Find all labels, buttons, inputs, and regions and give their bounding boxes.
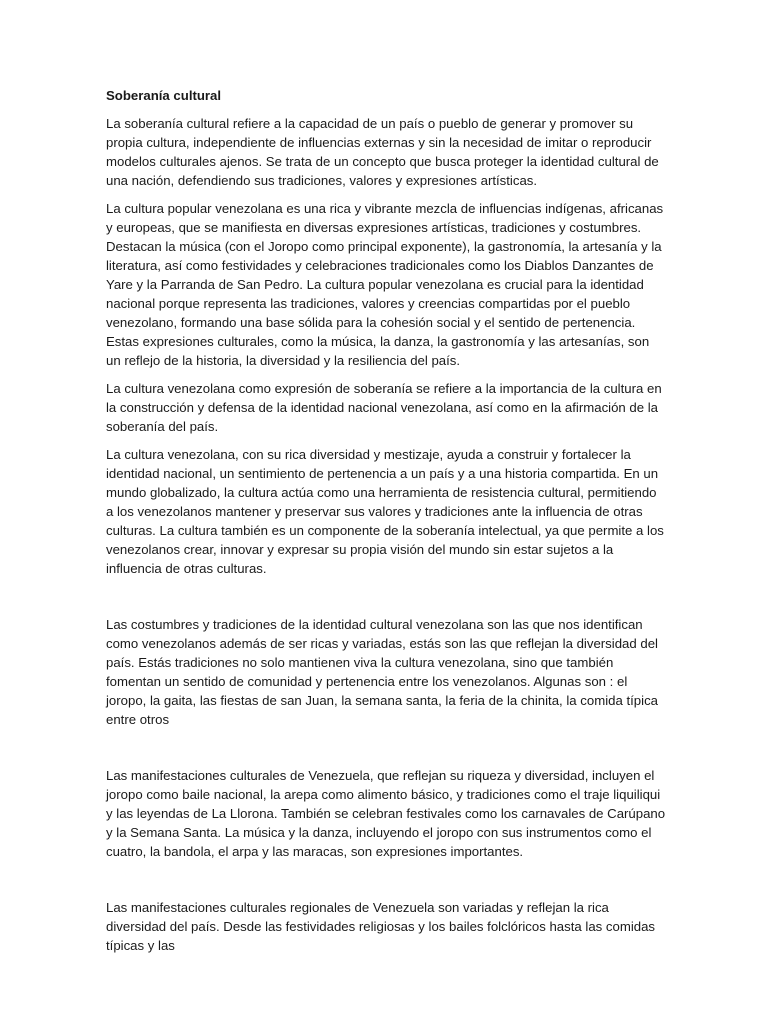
document-title: Soberanía cultural (106, 88, 222, 103)
paragraph-4: La cultura venezolana, con su rica diversidad y mestizaje, ayuda a construir y fortalecer la identidad nacional, un sentimiento de pertenencia a un país y a una historia compartida. En un mundo globalizado, la cultura actúa como una herramienta de resistencia cultural, permitiendo a los venezolanos mantener y preservar sus valores y tradiciones ante la influencia de otras culturas. La cultura también es un componente de la soberanía intelectual, ya que permite a los venezolanos crear, innovar y expresar su propia visión del mundo sin estar sujetos a la influencia de otras culturas. (106, 447, 664, 576)
blank-line (106, 587, 666, 615)
paragraph-1: La soberanía cultural refiere a la capacidad de un país o pueblo de generar y promover su propia cultura, independiente de influencias externas y sin la necesidad de imitar o reproducir modelos culturales ajenos. Se trata de un concepto que busca proteger la identidad cultural de una nación, defendiendo sus tradiciones, valores y expresiones artísticas. (106, 116, 659, 188)
document-page (106, 86, 666, 964)
blank-line (106, 870, 666, 898)
paragraph-2: La cultura popular venezolana es una rica y vibrante mezcla de influencias indígenas, africanas y europeas, que se manifiesta en diversas expresiones artísticas, tradiciones y costumbres. Destacan la música (con el Joropo como principal exponente), la gastronomía, la artesanía y la literatura, así como festividades y celebraciones tradicionales como los Diablos Danzantes de Yare y la Parranda de San Pedro. La cultura popular venezolana es crucial para la identidad nacional porque representa las tradiciones, valores y creencias compartidas por el pueblo venezolano, formando una base sólida para la cohesión social y el sentido de pertenencia. Estas expresiones culturales, como la música, la danza, la gastronomía y las artesanías, son un reflejo de la historia, la diversidad y la resiliencia del país. (106, 201, 664, 368)
paragraph-7: Las manifestaciones culturales regionales de Venezuela son variadas y reflejan la rica diversidad del país. Desde las festividades religiosas y los bailes folclóricos hasta las comidas típicas y las (106, 900, 656, 953)
blank-line (106, 738, 666, 766)
paragraph-3: La cultura venezolana como expresión de soberanía se refiere a la importancia de la cultura en la construcción y defensa de la identidad nacional venezolana, así como en la afirmación de la soberanía del país. (106, 381, 662, 434)
paragraph-6: Las manifestaciones culturales de Venezuela, que reflejan su riqueza y diversidad, incluyen el joropo como baile nacional, la arepa como alimento básico, y tradiciones como el traje liquiliqui y las leyendas de La Llorona. También se celebran festivales como los carnavales de Carúpano y la Semana Santa. La música y la danza, incluyendo el joropo con sus instrumentos como el cuatro, la bandola, el arpa y las maracas, son expresiones importantes. (106, 768, 666, 859)
paragraph-5: Las costumbres y tradiciones de la identidad cultural venezolana son las que nos identifican como venezolanos además de ser ricas y variadas, estás son las que reflejan la diversidad del país. Estás tradiciones no solo mantienen viva la cultura venezolana, sino que también fomentan un sentido de comunidad y pertenencia entre los venezolanos. Algunas son : el joropo, la gaita, las fiestas de san Juan, la semana santa, la feria de la chinita, la comida típica entre otros (106, 617, 658, 727)
